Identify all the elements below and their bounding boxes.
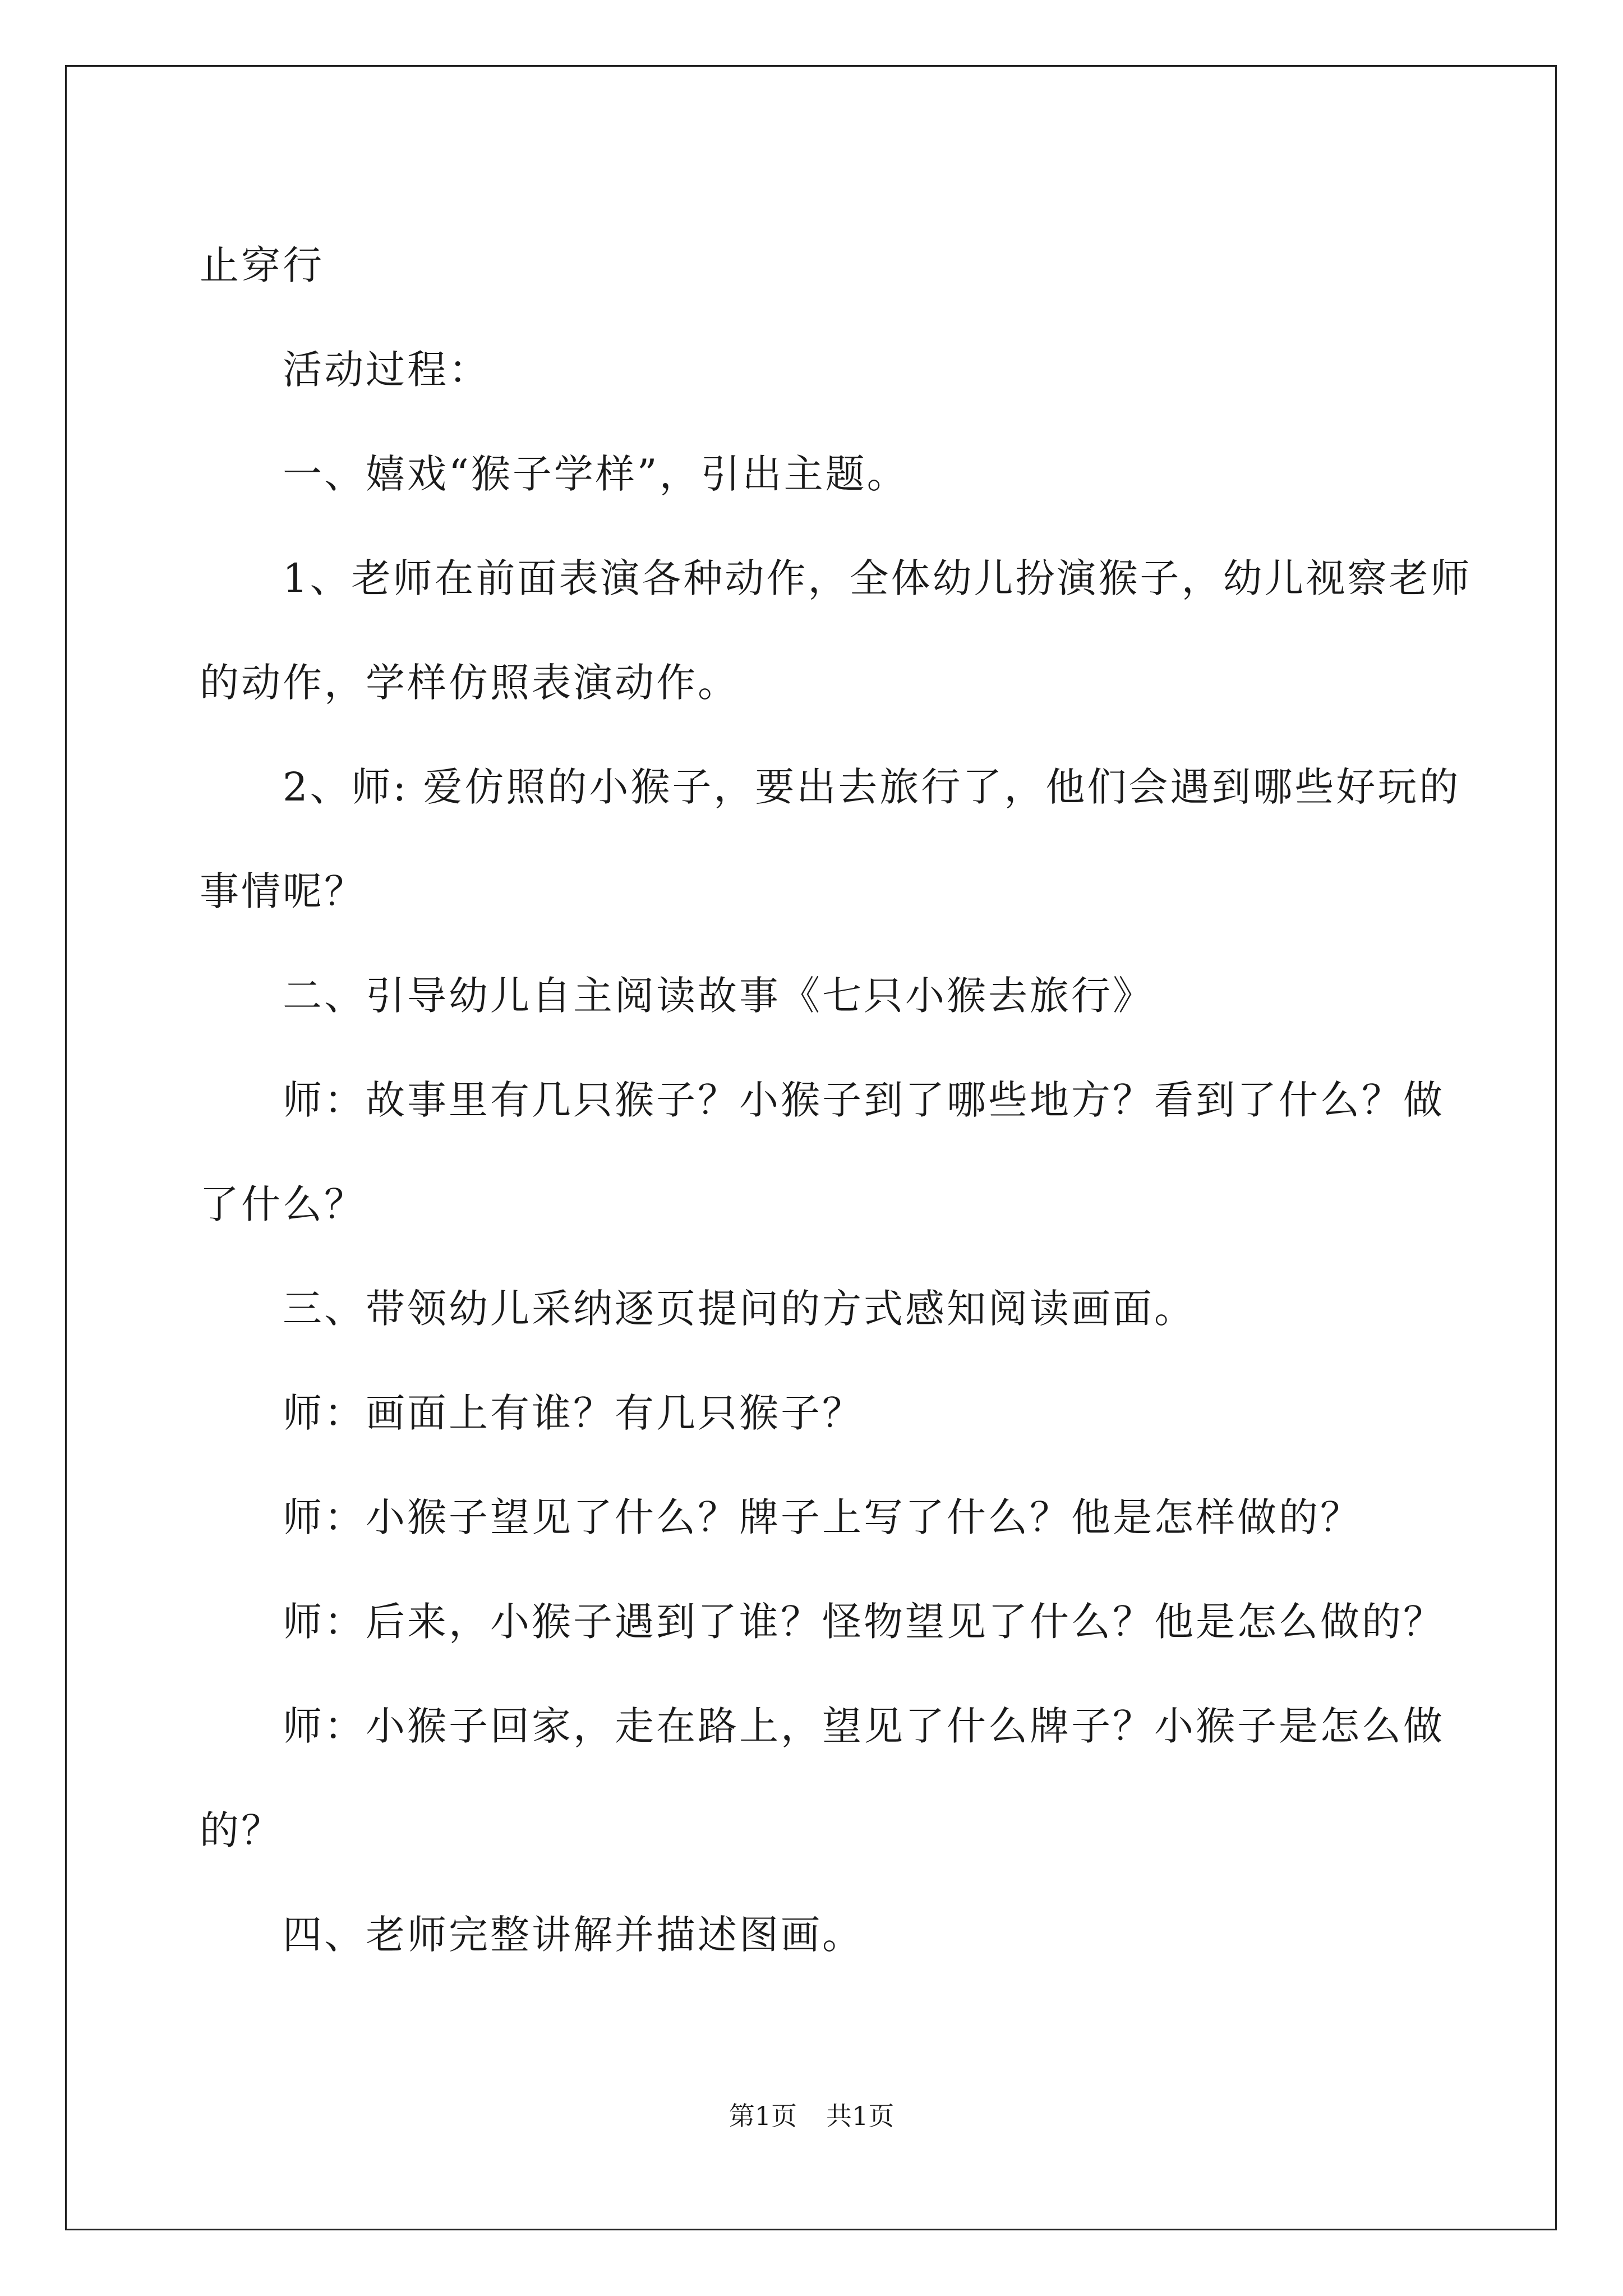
text-line: 师：故事里有几只猴子？小猴子到了哪些地方？看到了什么？做	[283, 1077, 1445, 1123]
document-body	[200, 213, 1472, 1987]
section-heading: 三、带领幼儿采纳逐页提问的方式感知阅读画面。	[283, 1286, 1196, 1332]
section-heading: 一、嬉戏“猴子学样”，引出主题。	[283, 451, 909, 497]
text-line: 师：后来，小猴子遇到了谁？怪物望见了什么？他是怎么做的？	[283, 1599, 1445, 1645]
section-heading: 四、老师完整讲解并描述图画。	[283, 1912, 864, 1958]
text-line: 师：小猴子望见了什么？牌子上写了什么？他是怎样做的？	[283, 1494, 1362, 1540]
text-line: 师：小猴子回家，走在路上，望见了什么牌子？小猴子是怎么做	[283, 1703, 1445, 1749]
text-line: 的？	[200, 1807, 283, 1853]
page-number-total: 共1页	[826, 2101, 895, 2131]
text-line: 事情呢？	[200, 868, 366, 914]
page-footer	[0, 2099, 1623, 2133]
text-line: 的动作，学样仿照表演动作。	[200, 660, 739, 706]
text-line: 止穿行	[200, 242, 324, 288]
text-line: 1、老师在前面表演各种动作，全体幼儿扮演猴子，幼儿视察老师	[283, 555, 1472, 601]
text-line: 活动过程：	[283, 347, 490, 393]
page-number-current: 第1页	[728, 2101, 797, 2131]
text-line: 2、师: 爱仿照的小猴子，要出去旅行了，他们会遇到哪些好玩的	[283, 764, 1461, 810]
text-line: 师：画面上有谁？有几只猴子？	[283, 1390, 864, 1436]
text-line: 了什么？	[200, 1181, 366, 1227]
section-heading: 二、引导幼儿自主阅读故事《七只小猴去旅行》	[283, 973, 1154, 1019]
